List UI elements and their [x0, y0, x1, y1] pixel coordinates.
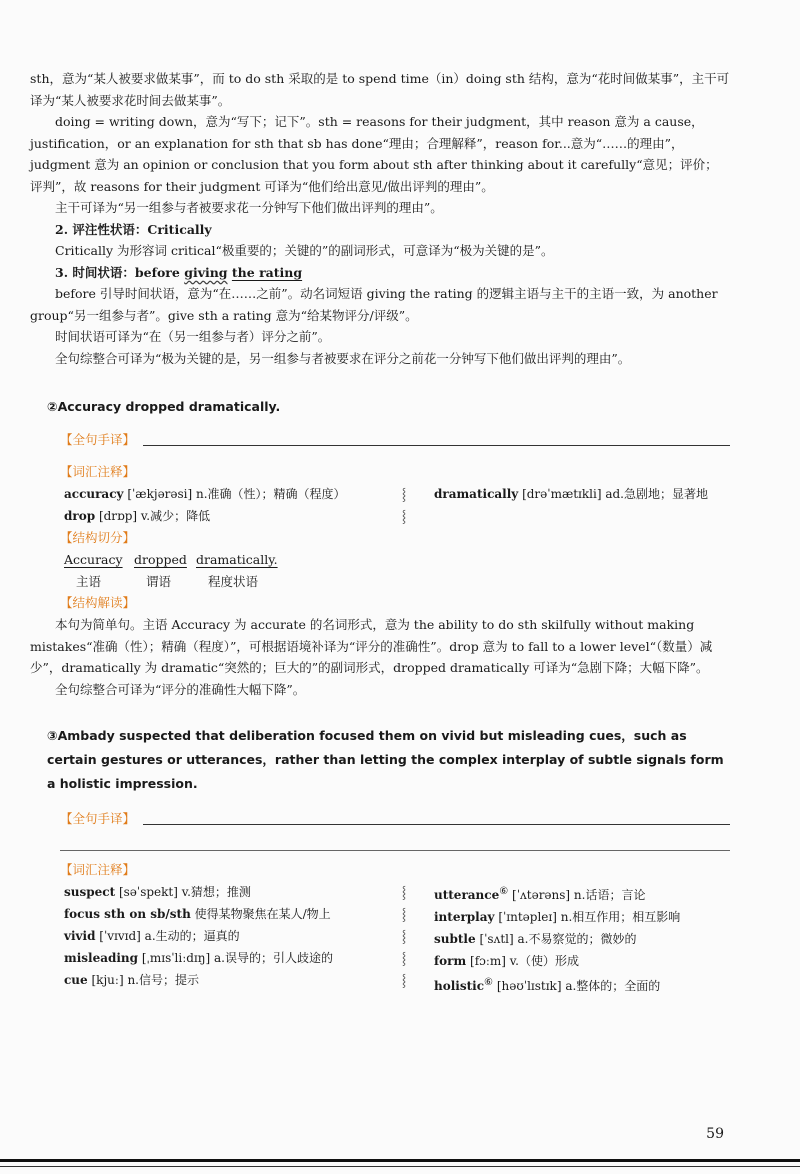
- translation-blank: [60, 429, 730, 451]
- tag-translate: 【全句手译】: [60, 811, 136, 826]
- paragraph: 全句综整合可译为“极为关键的是，另一组参与者被要求在评分之前花一分钟写下他们做出评判的理由”。: [55, 350, 631, 366]
- paragraph: doing = writing down，意为“写下；记下”。sth = reasons for their judgment，其中 reason 意为 a cause，justification，or an explanation for sth that sb has done“理由；合理解释”，reason for...意为“……的理由”，judgment 意为 an opinion or conclusion that you form about sth after thinking about it carefully“意见；评价；评判”，故 reasons for their judgment 可译为“他们给出意见/做出评判的理由”。: [30, 114, 718, 194]
- blank-line[interactable]: [143, 823, 730, 825]
- vocab-item: accuracy [ˈækjərəsi] n.准确（性）；精确（程度）: [64, 487, 346, 501]
- word-giving: giving: [184, 264, 228, 280]
- tag-structure: 【结构切分】: [60, 530, 136, 545]
- vocab-item: vivid [ˈvɪvɪd] a.生动的；逼真的: [64, 929, 240, 943]
- struct-word: dropped: [134, 552, 187, 567]
- heading-critically: 2. 评注性状语：Critically: [55, 221, 212, 237]
- struct-role: 主语: [76, 573, 102, 589]
- paragraph: before 引导时间状语，意为“在……之前”。动名词短语 giving the rating 的逻辑主语与主干的主语一致，为 another group“另一组参与者”。give sth a rating 意为“给某物评分/评级”。: [30, 286, 718, 323]
- paragraph: 本句为简单句。主语 Accuracy 为 accurate 的名词形式，意为 the ability to do sth skilfully without making mistakes“准确（性）；精确（程度）”，可根据语境补译为“评分的准确性”。drop 意为 to fall to a lower level“（数量）减少”，dramatically 为 dramatic“突然的；巨大的”的副词形式，dropped dramatically 可译为“急剧下降；大幅下降”。: [30, 617, 713, 675]
- vocab-item: utterance⑥ [ˈʌtərəns] n.话语；言论: [434, 886, 646, 902]
- tag-vocab: 【词汇注释】: [60, 862, 136, 877]
- tag-translate: 【全句手译】: [60, 432, 136, 447]
- vocab-block: [64, 483, 730, 527]
- paragraph: 主干可译为“另一组参与者被要求花一分钟写下他们做出评判的理由”。: [55, 200, 443, 215]
- page-number: 59: [706, 1126, 724, 1142]
- sentence-3: ③Ambady suspected that deliberation focused them on vivid but misleading cues，such as certain gestures or utterances，rather than letting the complex interplay of subtle signals form a holistic impression.: [47, 728, 724, 791]
- vocab-item: misleading [ˌmɪsˈliːdɪŋ] a.误导的；引人歧途的: [64, 951, 333, 965]
- heading-time-adverbial: [30, 262, 730, 284]
- bottom-rule: [0, 1159, 800, 1162]
- struct-role: 谓语: [146, 573, 172, 589]
- vocab-item: cue [kjuː] n.信号；提示: [64, 973, 199, 987]
- paragraph: 全句综整合可译为“评分的准确性大幅下降”。: [55, 681, 306, 697]
- tag-analysis: 【结构解读】: [60, 595, 136, 610]
- struct-word: Accuracy: [64, 552, 123, 567]
- word-the-rating: the rating: [231, 264, 303, 280]
- page-content: [30, 68, 730, 997]
- divider-squiggle: ⸾ ⸾: [401, 487, 407, 523]
- vocab-item: dramatically [drəˈmætɪkli] ad.急剧地；显著地: [434, 487, 708, 501]
- sentence-2: ②Accuracy dropped dramatically.: [47, 399, 281, 414]
- translation-blank: [60, 808, 730, 830]
- vocab-item: form [fɔːm] v.（使）形成: [434, 954, 579, 968]
- vocab-item: drop [drɒp] v.减少；降低: [64, 509, 211, 523]
- divider-squiggle: ⸾ ⸾ ⸾ ⸾ ⸾: [401, 885, 407, 987]
- vocab-item: focus sth on sb/sth 使得某物聚焦在某人/物上: [64, 907, 331, 921]
- heading-prefix: 3. 时间状语：before: [55, 264, 185, 280]
- blank-line[interactable]: [143, 444, 730, 446]
- bottom-rule-thin: [0, 1166, 800, 1167]
- vocab-item: suspect [səˈspekt] v.猜想；推测: [64, 885, 251, 899]
- vocab-item: interplay [ˈɪntəpleɪ] n.相互作用；相互影响: [434, 910, 681, 924]
- structure-split: [64, 549, 730, 592]
- vocab-item: holistic⑥ [həʊˈlɪstɪk] a.整体的；全面的: [434, 977, 661, 993]
- paragraph: sth，意为“某人被要求做某事”，而 to do sth 采取的是 to spend time（in）doing sth 结构，意为“花时间做某事”，主干可译为“某人被要求花时间去做某事”。: [30, 71, 730, 108]
- struct-role: 程度状语: [208, 573, 259, 589]
- paragraph: 时间状语可译为“在（另一组参与者）评分之前”。: [55, 329, 331, 344]
- tag-vocab: 【词汇注释】: [60, 464, 136, 479]
- vocab-item: subtle [ˈsʌtl] a.不易察觉的；微妙的: [434, 932, 637, 946]
- vocab-block: [64, 881, 730, 997]
- struct-word: dramatically.: [196, 552, 278, 567]
- paragraph: Critically 为形容词 critical“极重要的；关键的”的副词形式，可意译为“极为关键的是”。: [55, 243, 554, 258]
